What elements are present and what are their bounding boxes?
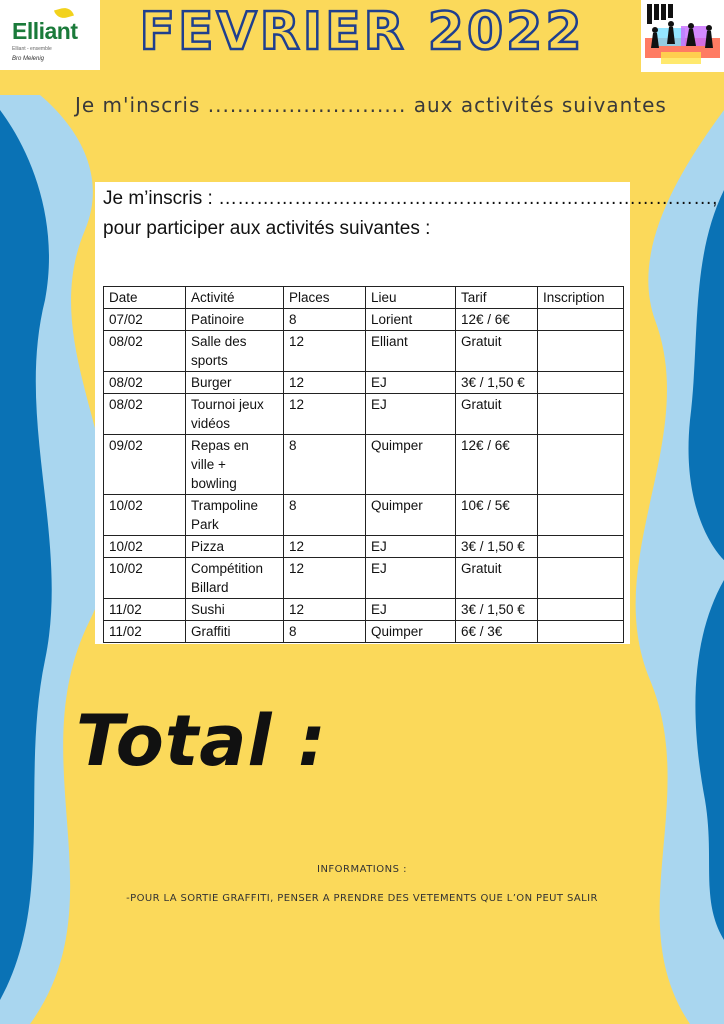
table-row xyxy=(104,495,624,536)
column-header: Inscription xyxy=(538,287,624,309)
table-cell: 12 xyxy=(284,331,366,372)
table-row xyxy=(104,599,624,621)
table-header-row xyxy=(104,287,624,309)
table-cell: 09/02 xyxy=(104,435,186,495)
page-title: FEVRIER 2022 xyxy=(139,2,585,62)
table-cell: 08/02 xyxy=(104,394,186,435)
table-cell: Repas en ville + bowling xyxy=(186,435,284,495)
inscription-cell[interactable] xyxy=(538,621,624,643)
inscription-cell[interactable] xyxy=(538,435,624,495)
table-row xyxy=(104,309,624,331)
table-cell: 8 xyxy=(284,435,366,495)
table-cell: 08/02 xyxy=(104,372,186,394)
table-cell: 10/02 xyxy=(104,495,186,536)
table-row xyxy=(104,558,624,599)
table-cell: Burger xyxy=(186,372,284,394)
logo-brand-text: Elliant xyxy=(12,18,78,44)
table-cell: Trampoline Park xyxy=(186,495,284,536)
table-row xyxy=(104,394,624,435)
table-cell: 8 xyxy=(284,495,366,536)
total-label: Total : xyxy=(76,700,327,782)
table-cell: Quimper xyxy=(366,435,456,495)
column-header: Places xyxy=(284,287,366,309)
table-cell: Graffiti xyxy=(186,621,284,643)
inscription-cell[interactable] xyxy=(538,599,624,621)
table-cell: Patinoire xyxy=(186,309,284,331)
table-row xyxy=(104,435,624,495)
table-cell: Elliant xyxy=(366,331,456,372)
table-cell: EJ xyxy=(366,599,456,621)
table-row xyxy=(104,331,624,372)
column-header: Lieu xyxy=(366,287,456,309)
table-cell: 10/02 xyxy=(104,536,186,558)
table-cell: Quimper xyxy=(366,621,456,643)
inscription-cell[interactable] xyxy=(538,536,624,558)
registration-card xyxy=(95,182,718,644)
inscription-cell[interactable] xyxy=(538,394,624,435)
table-cell: 07/02 xyxy=(104,309,186,331)
table-cell: 12 xyxy=(284,558,366,599)
inscription-cell[interactable] xyxy=(538,558,624,599)
table-cell: 11/02 xyxy=(104,621,186,643)
table-cell: 12 xyxy=(284,372,366,394)
table-row xyxy=(104,372,624,394)
table-cell: 8 xyxy=(284,309,366,331)
table-row xyxy=(104,536,624,558)
table-cell: 10€ / 5€ xyxy=(456,495,538,536)
table-cell: Lorient xyxy=(366,309,456,331)
table-cell: 8 xyxy=(284,621,366,643)
registration-line-2: pour participer aux activités suivantes : xyxy=(103,218,431,239)
table-cell: 12€ / 6€ xyxy=(456,309,538,331)
table-cell: EJ xyxy=(366,372,456,394)
registration-line-1: Je m’inscris : ……………………………………………………………………, xyxy=(103,188,718,209)
inscription-cell[interactable] xyxy=(538,331,624,372)
table-cell: 6€ / 3€ xyxy=(456,621,538,643)
table-cell: Gratuit xyxy=(456,558,538,599)
info-heading: INFORMATIONS : xyxy=(317,864,407,875)
table-cell: Salle des sports xyxy=(186,331,284,372)
table-cell: 10/02 xyxy=(104,558,186,599)
table-cell: Gratuit xyxy=(456,331,538,372)
inscription-cell[interactable] xyxy=(538,495,624,536)
table-cell: 12€ / 6€ xyxy=(456,435,538,495)
column-header: Activité xyxy=(186,287,284,309)
table-cell: Pizza xyxy=(186,536,284,558)
table-cell: Quimper xyxy=(366,495,456,536)
table-cell: EJ xyxy=(366,394,456,435)
table-cell: EJ xyxy=(366,536,456,558)
table-cell: 3€ / 1,50 € xyxy=(456,536,538,558)
info-line: -POUR LA SORTIE GRAFFITI, PENSER A PRENDRE DES VETEMENTS QUE L’ON PEUT SALIR xyxy=(126,893,598,904)
column-header: Date xyxy=(104,287,186,309)
table-cell: 3€ / 1,50 € xyxy=(456,372,538,394)
logo-tagline: Elliant - ensemble xyxy=(12,46,52,52)
logo-place: Bro Melenig xyxy=(12,56,45,62)
table-row xyxy=(104,621,624,643)
table-cell: Gratuit xyxy=(456,394,538,435)
table-cell: 12 xyxy=(284,394,366,435)
table-cell: EJ xyxy=(366,558,456,599)
table-cell: 11/02 xyxy=(104,599,186,621)
table-cell: Compétition Billard xyxy=(186,558,284,599)
table-cell: Sushi xyxy=(186,599,284,621)
table-cell: 12 xyxy=(284,599,366,621)
table-cell: 08/02 xyxy=(104,331,186,372)
column-header: Tarif xyxy=(456,287,538,309)
inscription-cell[interactable] xyxy=(538,372,624,394)
page-subtitle: Je m'inscris ........................... aux activités suivantes xyxy=(75,93,667,117)
activities-table xyxy=(103,286,624,643)
inscription-cell[interactable] xyxy=(538,309,624,331)
table-cell: 3€ / 1,50 € xyxy=(456,599,538,621)
table-cell: Tournoi jeux vidéos xyxy=(186,394,284,435)
table-cell: 12 xyxy=(284,536,366,558)
